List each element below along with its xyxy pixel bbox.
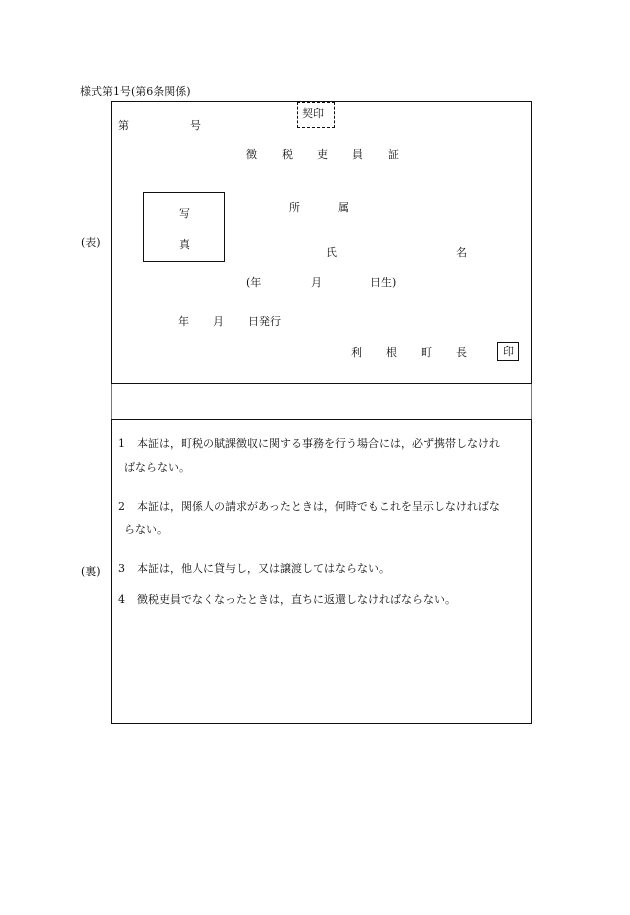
title-char: 徴 — [246, 148, 257, 161]
seal-label: 契印 — [302, 107, 324, 120]
issue-month-label: 月 — [213, 315, 224, 328]
number-label-go: 号 — [190, 119, 201, 132]
title-char: 吏 — [317, 148, 328, 161]
connector-line-left — [111, 384, 112, 420]
issue-day-label: 日発行 — [248, 315, 281, 328]
note-item — [118, 500, 500, 514]
note-text: 本証は，関係人の請求があったときは，何時でもこれを呈示しなければな — [137, 500, 500, 513]
title-char: 税 — [282, 148, 293, 161]
mayor-char: 根 — [386, 346, 397, 359]
note-number: 3 — [118, 562, 125, 575]
connector-line-right — [531, 384, 532, 420]
note-text: 本証は，町税の賦課徴収に関する事務を行う場合には，必ず携帯しなけれ — [137, 437, 500, 450]
photo-box — [143, 192, 225, 262]
birth-month-label: 月 — [311, 276, 322, 289]
affiliation-char: 属 — [338, 201, 349, 214]
back-side-label: (裏) — [81, 565, 101, 578]
name-char: 氏 — [326, 246, 337, 259]
note-text: 本証は，他人に貸与し，又は譲渡してはならない。 — [137, 562, 390, 575]
title-char: 証 — [388, 148, 399, 161]
note-item — [118, 562, 390, 576]
stamp-label: 印 — [503, 345, 514, 358]
title-char: 員 — [352, 148, 363, 161]
note-text: 徴税吏員でなくなったときは，直ちに返還しなければならない。 — [137, 593, 456, 606]
birth-year-label: (年 — [246, 276, 262, 289]
note-item — [118, 437, 500, 451]
note-continuation: らない。 — [124, 523, 168, 536]
photo-char: 真 — [179, 238, 190, 251]
note-continuation: ばならない。 — [124, 461, 190, 474]
mayor-char: 長 — [456, 346, 467, 359]
issue-year-label: 年 — [178, 315, 189, 328]
affiliation-char: 所 — [289, 201, 300, 214]
note-number: 2 — [118, 500, 125, 513]
note-number: 1 — [118, 437, 125, 450]
note-item — [118, 593, 456, 607]
number-label-dai: 第 — [118, 119, 129, 132]
birth-day-label: 日生) — [370, 276, 397, 289]
photo-char: 写 — [179, 207, 190, 220]
name-char: 名 — [456, 246, 467, 259]
front-side-label: (表) — [81, 236, 101, 249]
mayor-char: 利 — [351, 346, 362, 359]
form-title: 様式第1号(第6条関係) — [80, 85, 191, 98]
mayor-char: 町 — [421, 346, 432, 359]
note-number: 4 — [118, 593, 125, 606]
